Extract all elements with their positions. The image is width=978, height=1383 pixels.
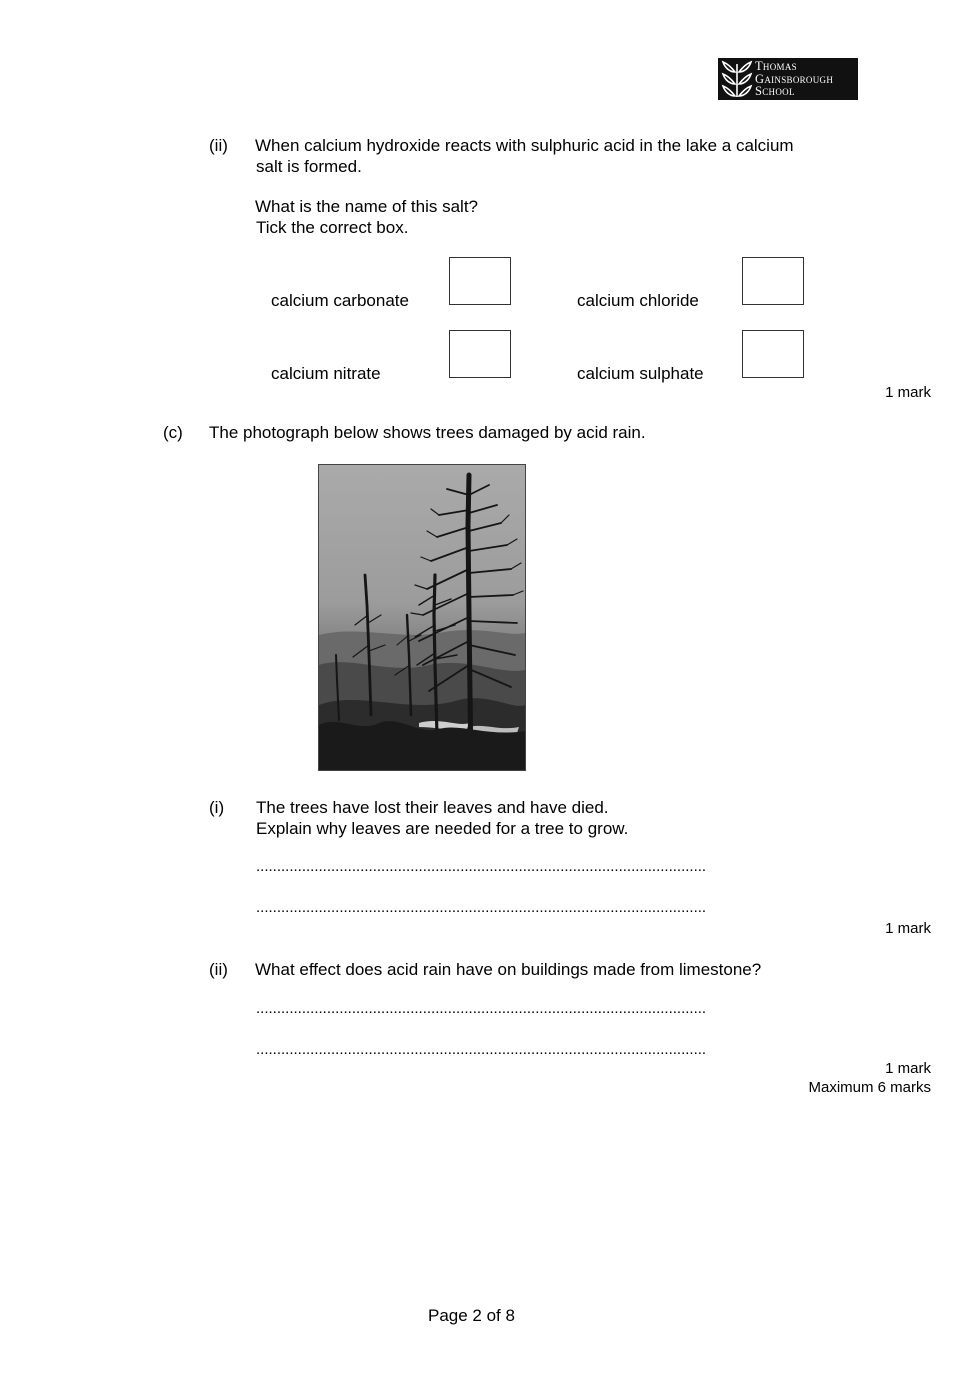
- question-number: (ii): [209, 136, 228, 155]
- leaf-emblem-icon: [720, 60, 754, 98]
- maximum-marks-label: Maximum 6 marks: [808, 1079, 931, 1096]
- tickbox-calcium-chloride[interactable]: [742, 257, 804, 305]
- photo-acid-rain-trees: [318, 464, 526, 771]
- answer-line[interactable]: ............................................................................................................: [256, 899, 707, 916]
- question-number: (i): [209, 798, 225, 817]
- question-text-line-2: Explain why leaves are needed for a tree to grow.: [256, 819, 629, 838]
- mark-label: 1 mark: [885, 384, 931, 401]
- tickbox-calcium-nitrate[interactable]: [449, 330, 511, 378]
- logo-line-2: Gainsborough: [755, 71, 834, 86]
- logo-line-1: Thomas: [755, 59, 797, 73]
- question-text-line-1: When calcium hydroxide reacts with sulphuric acid in the lake a calcium: [255, 136, 794, 155]
- answer-line[interactable]: ............................................................................................................: [256, 858, 707, 875]
- option-label-calcium-nitrate: calcium nitrate: [271, 364, 381, 383]
- mark-label: 1 mark: [885, 920, 931, 937]
- school-logo: [718, 58, 858, 100]
- question-prompt-line-1: What is the name of this salt?: [255, 197, 478, 216]
- question-number: (ii): [209, 960, 228, 979]
- page-number: Page 2 of 8: [428, 1306, 515, 1325]
- question-text-line-1: The trees have lost their leaves and have died.: [256, 798, 609, 817]
- option-label-calcium-sulphate: calcium sulphate: [577, 364, 704, 383]
- tickbox-calcium-sulphate[interactable]: [742, 330, 804, 378]
- answer-line[interactable]: ............................................................................................................: [256, 1041, 707, 1058]
- logo-line-3: School: [755, 84, 795, 99]
- question-number: (c): [163, 423, 183, 442]
- question-text-line-2: salt is formed.: [256, 157, 362, 176]
- answer-line[interactable]: ............................................................................................................: [256, 1000, 707, 1017]
- mark-label: 1 mark: [885, 1060, 931, 1077]
- question-text: The photograph below shows trees damaged by acid rain.: [209, 423, 646, 442]
- option-label-calcium-carbonate: calcium carbonate: [271, 291, 409, 310]
- option-label-calcium-chloride: calcium chloride: [577, 291, 699, 310]
- question-prompt-line-2: Tick the correct box.: [256, 218, 409, 237]
- question-text: What effect does acid rain have on buildings made from limestone?: [255, 960, 762, 979]
- tickbox-calcium-carbonate[interactable]: [449, 257, 511, 305]
